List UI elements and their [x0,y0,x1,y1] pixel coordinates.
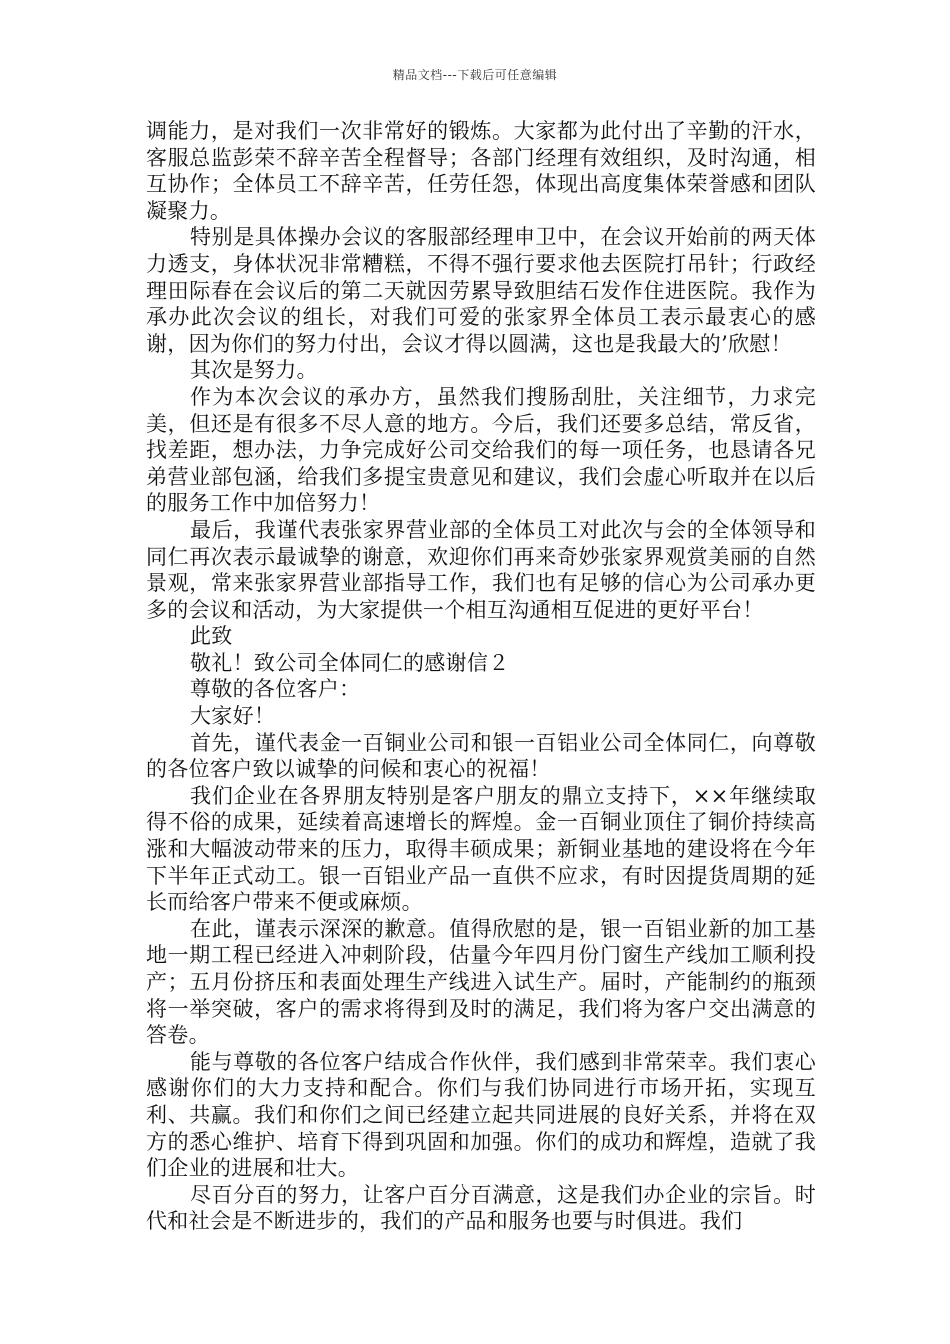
paragraph: 能与尊敬的各位客户结成合作伙伴，我们感到非常荣幸。我们衷心感谢你们的大力支持和配合。你们与我们协同进行市场开拓，实现互利、共赢。我们和你们之间已经建立起共同进展的良好关系，并将在双方的悉心维护、培育下得到巩固和加强。你们的成功和辉煌，造就了我们企业的进展和壮大。 [146,1049,816,1181]
paragraph: 在此，谨表示深深的歉意。值得欣慰的是，银一百铝业新的加工基地一期工程已经进入冲刺阶段，估量今年四月份门窗生产线加工顺利投产；五月份挤压和表面处理生产线进入试生产。届时，产能制约的瓶颈将一举突破，客户的需求将得到及时的满足，我们将为客户交出满意的答卷。 [146,916,816,1048]
paragraph: 我们企业在各界朋友特别是客户朋友的鼎立支持下，××年继续取得不俗的成果，延续着高速增长的辉煌。金一百铜业顶住了铜价持续高涨和大幅波动带来的压力，取得丰硕成果；新铜业基地的建设将在今年下半年正式动工。银一百铝业产品一直供不应求，有时因提货周期的延长而给客户带来不便或麻烦。 [146,783,816,915]
paragraph: 最后，我谨代表张家界营业部的全体员工对此次与会的全体领导和同仁再次表示最诚挚的谢意，欢迎你们再来奇妙张家界观赏美丽的自然景观，常来张家界营业部指导工作，我们也有足够的信心为公司承办更多的会议和活动，为大家提供一个相互沟通相互促进的更好平台！ [146,517,816,622]
paragraph: 此致 [190,624,233,649]
paragraph: 尊敬的各位客户： [190,677,361,702]
document-body [146,118,816,1235]
paragraph: 尽百分百的努力，让客户百分百满意，这是我们办企业的宗旨。时代和社会是不断进步的，我们的产品和服务也要与时俱进。我们 [146,1182,816,1234]
paragraph: 敬礼！致公司全体同仁的感谢信２ [190,650,510,675]
paragraph: 其次是努力。 [190,358,318,383]
page-header: 精品文档---下载后可任意编辑 [392,68,558,82]
paragraph: 作为本次会议的承办方，虽然我们搜肠刮肚，关注细节，力求完美，但还是有很多不尽人意的地方。今后，我们还要多总结，常反省，找差距，想办法，力争完成好公司交给我们的每一项任务，也恳请各兄弟营业部包涵，给我们多提宝贵意见和建议，我们会虚心听取并在以后的服务工作中加倍努力！ [146,384,816,516]
paragraph: 首先，谨代表金一百铜业公司和银一百铝业公司全体同仁，向尊敬的各位客户致以诚挚的问候和衷心的祝福！ [146,730,816,782]
paragraph: 大家好！ [190,704,276,729]
paragraph: 特别是具体操办会议的客服部经理申卫中，在会议开始前的两天体力透支，身体状况非常糟糕，不得不强行要求他去医院打吊针；行政经理田际春在会议后的第二天就因劳累导致胆结石发作住进医院。我作为承办此次会议的组长，对我们可爱的张家界全体员工表示最衷心的感谢，因为你们的努力付出，会议才得以圆满，这也是我最大的’欣慰！ [146,225,816,356]
paragraph: 调能力，是对我们一次非常好的锻炼。大家都为此付出了辛勤的汗水，客服总监彭荣不辞辛苦全程督导；各部门经理有效组织，及时沟通，相互协作；全体员工不辞辛苦，任劳任怨，体现出高度集体荣誉感和团队凝聚力。 [146,119,816,223]
